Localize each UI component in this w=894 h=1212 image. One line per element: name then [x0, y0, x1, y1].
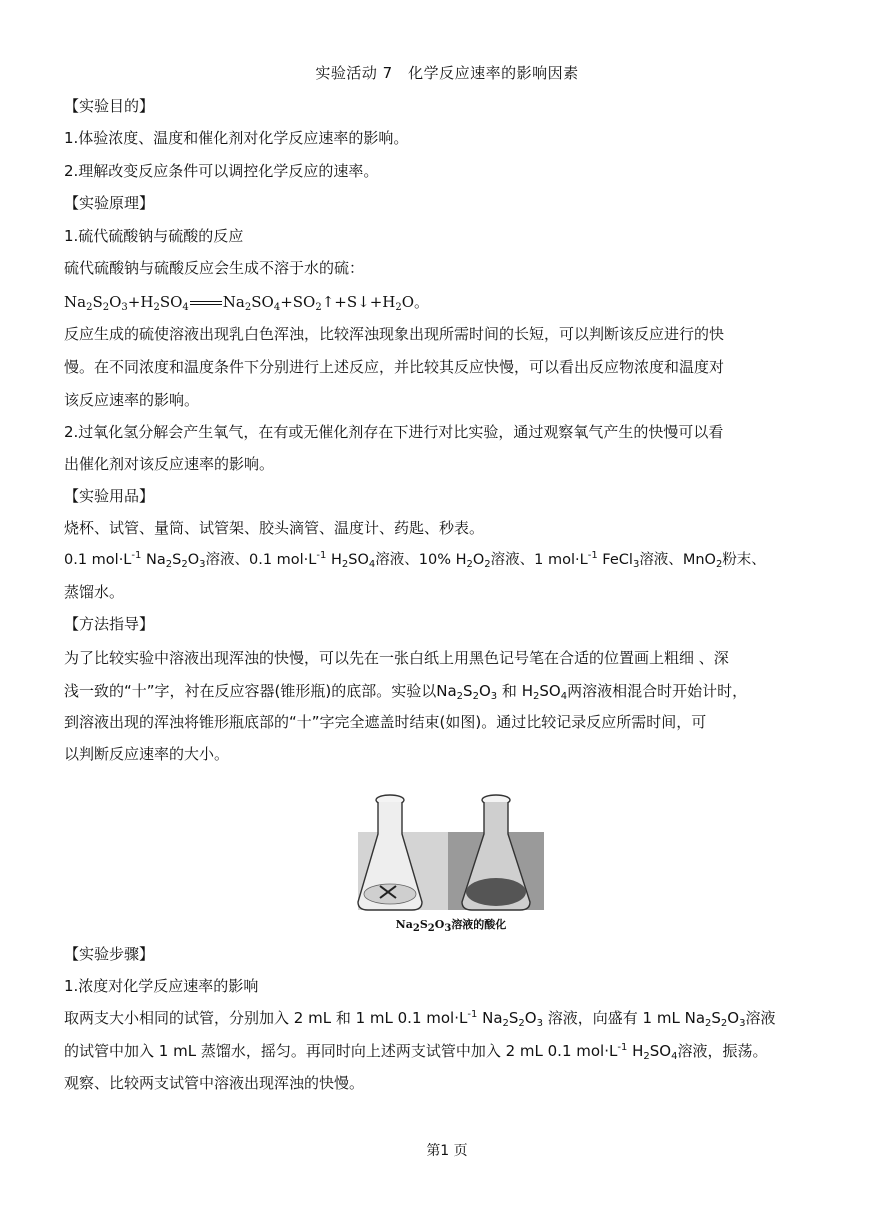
figure-caption: $Na_2S_2O_3$溶液的酸化: [395, 918, 507, 934]
principle-intro: 硫代硫酸钠与硫酸反应会生成不溶于水的硫：: [64, 259, 365, 277]
principle-paragraph-2-line-1: 2.过氧化氢分解会产生氧气，在有或无催化剂存在下进行对比实验，通过观察氧气产生的快慢可以看: [64, 423, 724, 441]
page-number: 第1 页: [426, 1143, 468, 1159]
equals-sign: [190, 301, 222, 305]
steps-subtitle-1: 1.浓度对化学反应速率的影响: [64, 977, 259, 995]
steps-line-1: 取两支大小相同的试管，分别加入 2 mL 和 1 mL 0.1 $mol\cdot L^{-1}$ $Na_2S_2O_3$ 溶液，向盛有 1 mL $Na_2S_2O_3$溶液: [64, 1009, 776, 1029]
method-line-2: 浅一致的“十”字，衬在反应容器(锥形瓶)的底部。实验以$Na_2S_2O_3$ 和 $H_2SO_4$两溶液相混合时开始计时，: [64, 682, 748, 702]
principle-paragraph-1-line-3: 该反应速率的影响。: [64, 391, 200, 409]
materials-water: 蒸馏水。: [64, 583, 125, 601]
method-line-4: 以判断反应速率的大小。: [64, 745, 230, 763]
section-heading-principle: 【实验原理】: [64, 194, 155, 212]
method-line-3: 到溶液出现的浑浊将锥形瓶底部的“十”字完全遮盖时结束(如图)。通过比较记录反应所需时间，可: [64, 713, 707, 731]
section-heading-steps: 【实验步骤】: [64, 945, 155, 963]
steps-line-3: 观察、比较两支试管中溶液出现浑浊的快慢。: [64, 1074, 365, 1092]
principle-subtitle-1: 1.硫代硫酸钠与硫酸的反应: [64, 227, 244, 245]
reaction-equation: $Na_2S_2O_3+H_2SO_4$ $Na_2SO_4+SO_2↑+S↓+H_2O$。: [64, 293, 430, 313]
flask-figure: [356, 790, 546, 932]
section-heading-method: 【方法指导】: [64, 615, 155, 633]
principle-paragraph-1-line-2: 慢。在不同浓度和温度条件下分别进行上述反应，并比较其反应快慢，可以看出反应物浓度和温度对: [64, 358, 725, 376]
section-heading-materials: 【实验用品】: [64, 487, 155, 505]
materials-equipment: 烧杯、试管、量筒、试管架、胶头滴管、温度计、药匙、秒表。: [64, 519, 485, 537]
steps-line-2: 的试管中加入 1 mL 蒸馏水，摇匀。再同时向上述两支试管中加入 2 mL 0.1 $mol\cdot L^{-1}$ $H_2SO_4$溶液，振荡。: [64, 1042, 768, 1062]
principle-paragraph-2-line-2: 出催化剂对该反应速率的影响。: [64, 455, 275, 473]
page-title: 实验活动 7 化学反应速率的影响因素: [315, 64, 579, 82]
turbid-solution: [466, 878, 526, 906]
section-heading-purpose: 【实验目的】: [64, 97, 155, 115]
purpose-item-1: 1.体验浓度、温度和催化剂对化学反应速率的影响。: [64, 129, 409, 147]
principle-paragraph-1-line-1: 反应生成的硫使溶液出现乳白色浑浊，比较浑浊现象出现所需时间的长短，可以判断该反应进行的快: [64, 325, 725, 343]
materials-reagents: 0.1 $mol\cdot L^{-1}$ $Na_2S_2O_3$溶液、0.1 $mol\cdot L^{-1}$ $H_2SO_4$溶液、10% $H_2O_2$溶液、1 $mol\cdot L^{-1}$ FeCl$_3$溶液、MnO$_2$粉末、: [64, 550, 766, 570]
purpose-item-2: 2.理解改变反应条件可以调控化学反应的速率。: [64, 162, 379, 180]
method-line-1: 为了比较实验中溶液出现浑浊的快慢，可以先在一张白纸上用黑色记号笔在合适的位置画上粗细 、深: [64, 649, 729, 667]
